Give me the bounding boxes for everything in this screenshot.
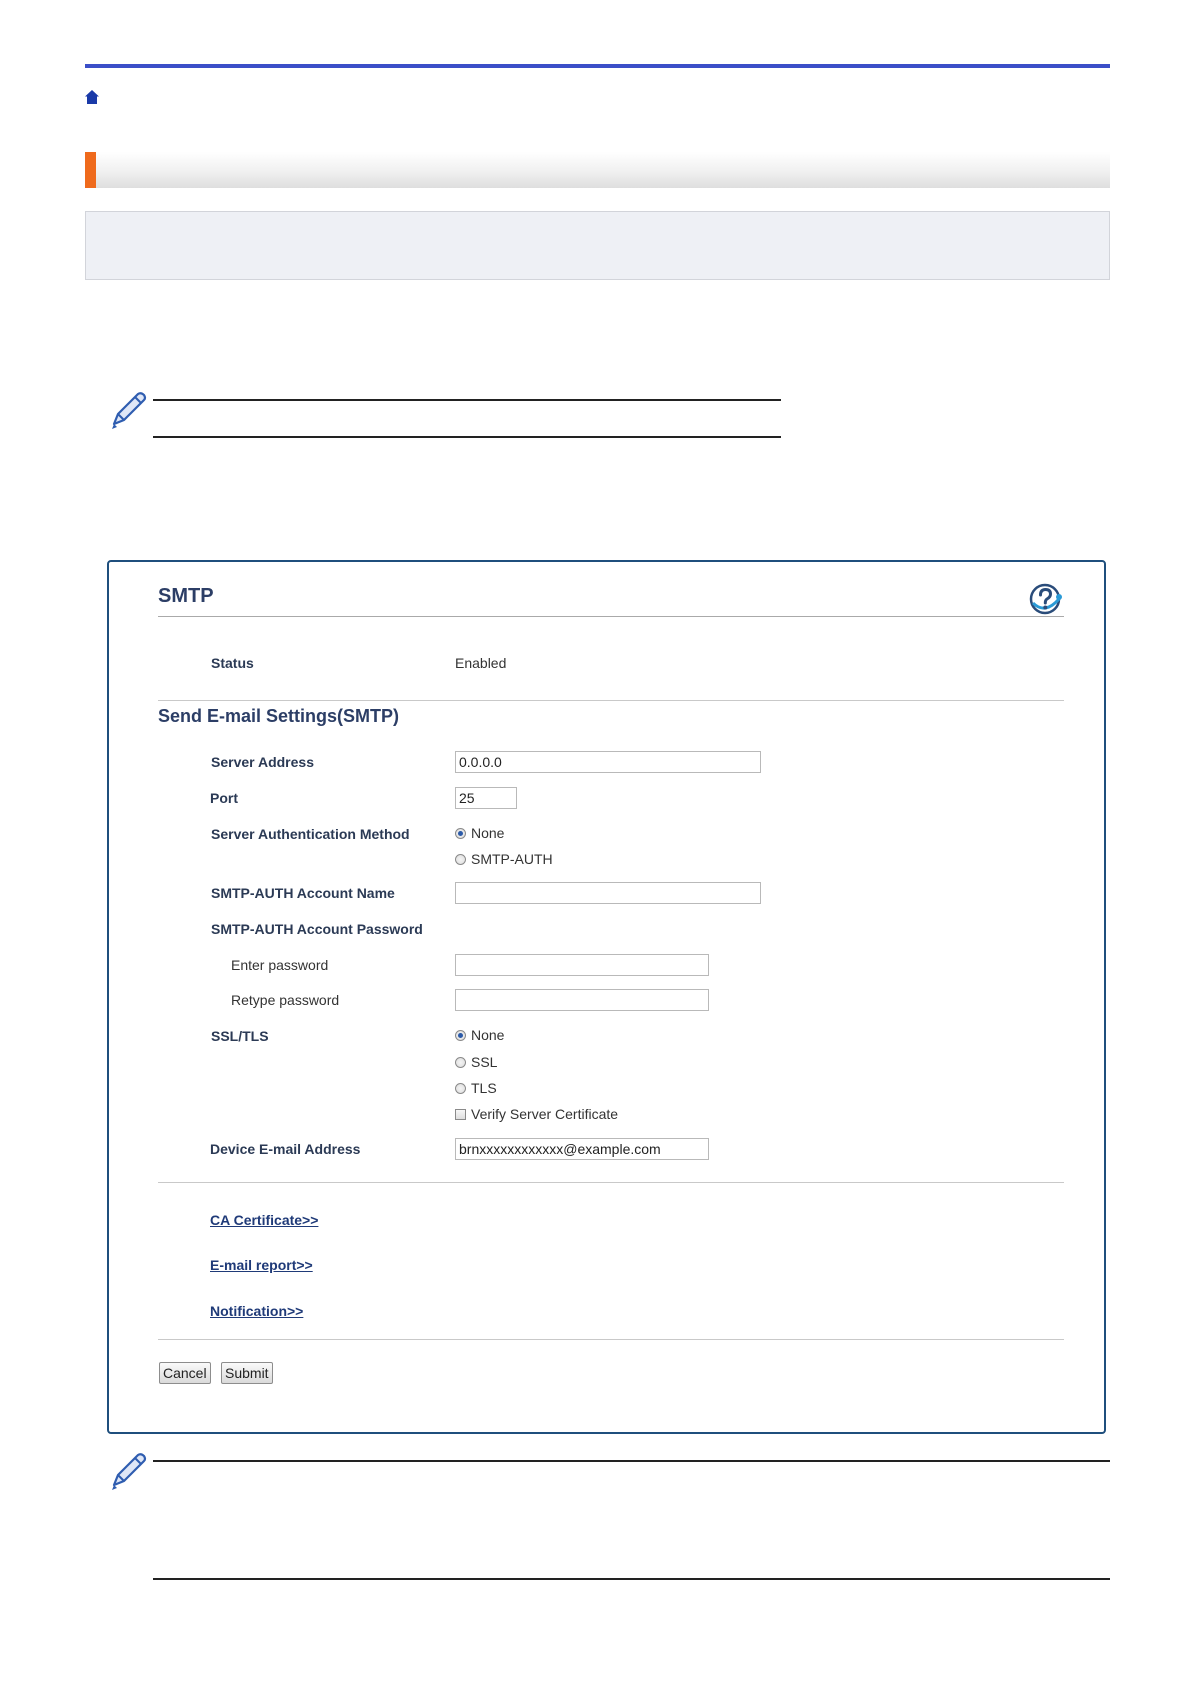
status-label: Status — [211, 655, 254, 671]
account-password-label: SMTP-AUTH Account Password — [211, 921, 423, 937]
device-email-label: Device E-mail Address — [210, 1141, 361, 1157]
info-box — [85, 211, 1110, 280]
section-title: Send E-mail Settings(SMTP) — [158, 706, 400, 726]
retype-password-input[interactable] — [455, 989, 709, 1011]
note-top-rule — [153, 1460, 1110, 1462]
ssl-option-ssl[interactable] — [455, 1054, 497, 1070]
home-icon[interactable] — [84, 89, 100, 105]
status-divider — [158, 700, 1064, 701]
verify-certificate-label: Verify Server Certificate — [471, 1106, 619, 1122]
ssl-option-tls[interactable] — [455, 1080, 497, 1096]
links-divider — [158, 1182, 1064, 1183]
auth-method-option-smtp-auth[interactable] — [455, 851, 553, 867]
radio-button[interactable] — [455, 1057, 466, 1068]
retype-password-label: Retype password — [231, 992, 340, 1008]
note-top-rule — [153, 399, 781, 401]
verify-certificate-checkbox[interactable] — [455, 1109, 466, 1120]
server-address-input[interactable] — [455, 751, 761, 773]
account-name-label: SMTP-AUTH Account Name — [211, 885, 395, 901]
auth-method-label: Server Authentication Method — [211, 826, 410, 842]
auth-method-option-none[interactable] — [455, 825, 504, 841]
ssl-option-label: SSL — [471, 1054, 498, 1070]
account-name-input[interactable] — [455, 882, 761, 904]
radio-button-selected[interactable] — [455, 828, 466, 839]
radio-button[interactable] — [455, 854, 466, 865]
pencil-icon — [108, 1451, 148, 1493]
panel-title: SMTP — [158, 585, 214, 607]
enter-password-input[interactable] — [455, 954, 709, 976]
top-rule — [85, 64, 1110, 68]
status-value: Enabled — [455, 655, 507, 671]
radio-button[interactable] — [455, 1083, 466, 1094]
buttons-divider — [158, 1339, 1064, 1340]
radio-button-selected[interactable] — [455, 1030, 466, 1041]
cancel-button[interactable]: Cancel — [159, 1362, 211, 1384]
device-email-input[interactable] — [455, 1138, 709, 1160]
port-label: Port — [210, 790, 238, 806]
enter-password-label: Enter password — [231, 957, 329, 973]
help-icon[interactable] — [1028, 581, 1064, 617]
ssl-option-none[interactable] — [455, 1027, 504, 1043]
note-bottom-rule — [153, 1578, 1110, 1580]
server-address-label: Server Address — [211, 754, 314, 770]
section-heading-bar — [85, 152, 1110, 188]
note-bottom-rule — [153, 436, 781, 438]
ssl-tls-label: SSL/TLS — [211, 1028, 269, 1044]
ca-certificate-link[interactable]: CA Certificate>> — [210, 1212, 319, 1228]
auth-method-option-label: None — [471, 825, 505, 841]
section-heading-accent — [85, 152, 96, 188]
port-input[interactable] — [455, 787, 517, 809]
ssl-option-label: None — [471, 1027, 505, 1043]
auth-method-option-label: SMTP-AUTH — [471, 851, 553, 867]
email-report-link[interactable]: E-mail report>> — [210, 1257, 313, 1273]
title-divider — [158, 616, 1064, 617]
submit-button[interactable]: Submit — [221, 1362, 273, 1384]
notification-link[interactable]: Notification>> — [210, 1303, 304, 1319]
verify-certificate-option[interactable] — [455, 1106, 618, 1122]
pencil-icon — [108, 390, 148, 432]
ssl-option-label: TLS — [471, 1080, 497, 1096]
